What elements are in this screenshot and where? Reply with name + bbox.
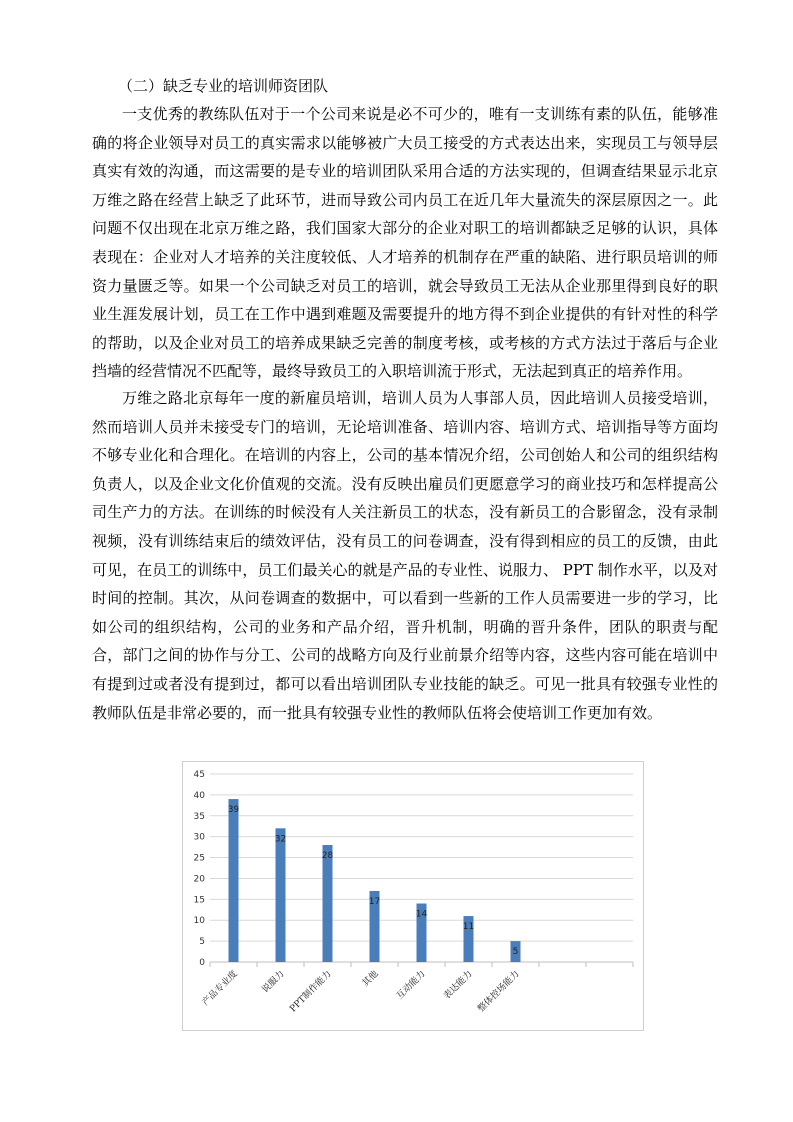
y-tick-label: 15 [193, 895, 205, 906]
bar-value-label: 39 [227, 805, 240, 816]
category-label: 说服力 [260, 969, 287, 996]
y-tick-label: 35 [193, 811, 205, 822]
bar-value-label: 5 [512, 947, 519, 958]
y-tick-label: 0 [199, 958, 205, 968]
y-tick-label: 40 [193, 790, 205, 801]
bar-value-label: 17 [368, 896, 381, 907]
bar-value-label: 11 [462, 922, 475, 933]
y-tick-label: 30 [193, 832, 205, 843]
bar [229, 799, 239, 962]
category-label: 其他 [360, 969, 381, 989]
section-heading: （二）缺乏专业的培训师资团队 [118, 77, 329, 95]
category-label: 互动能力 [395, 969, 428, 1002]
category-label: 整体控场能力 [476, 969, 522, 1015]
category-label: 产品专业度 [200, 969, 240, 1008]
y-tick-label: 20 [193, 874, 205, 885]
y-tick-label: 25 [193, 853, 205, 864]
bar-value-label: 14 [415, 909, 428, 920]
body-paragraph-2: 万维之路北京每年一度的新雇员培训，培训人员为人事部人员，因此培训人员接受培训，然而培训人员并未接受专门的培训，无论培训准备、培训内容、培训方式、培训指导等方面均不够专业化和合理化。在培训的内容上，公司的基本情况介绍，公司创始人和公司的组织结构负责人，以及企业文化价值观的交流。没有反映出雇员们更愿意学习的商业技巧和怎样提高公司生产力的方法。在训练的时候没有人关注新员工的状态，没有新员工的合影留念，没有录制视频，没有训练结束后的绩效评估，没有员工的问卷调查，没有得到相应的员工的反馈，由此可见，在员工的训练中，员工们最关心的就是产品的专业性、说服力、 PPT 制作水平，以及对时间的控制。其次，从问卷调查的数据中，可以看到一些新的工作人员需要进一步的学习，比如公司的组织结构，公司的业务和产品介绍，晋升机制，明确的晋升条件，团队的职责与配合，部门之间的协作与分工、公司的战略方向及行业前景介绍等内容，这些内容可能在培训中有提到过或者没有提到过，都可以看出培训团队专业技能的缺乏。可见一批具有较强专业性的教师队伍是非常必要的，而一批具有较强专业性的教师队伍将会使培训工作更加有效。 [92, 389, 718, 722]
y-tick-label: 10 [193, 916, 205, 927]
body-paragraph-1: 一支优秀的教练队伍对于一个公司来说是必不可少的，唯有一支训练有素的队伍，能够准确的将企业领导对员工的真实需求以能够被广大员工接受的方式表达出来，实现员工与领导层真实有效的沟通，而这需要的是专业的培训团队采用合适的方法实现的，但调查结果显示北京万维之路在经营上缺乏了此环节，进而导致公司内员工在近几年大量流失的深层原因之一。此问题不仅出现在北京万维之路，我们国家大部分的企业对职工的培训都缺乏足够的认识，具体表现在：企业对人才培养的关注度较低、人才培养的机制存在严重的缺陷、进行职员培训的师资力量匮乏等。如果一个公司缺乏对员工的培训，就会导致员工无法从企业那里得到良好的职业生涯发展计划，员工在工作中遇到难题及需要提升的地方得不到企业提供的有针对性的科学的帮助，以及企业对员工的培养成果缺乏完善的制度考核，或考核的方式方法过于落后与企业挡墙的经营情况不匹配等，最终导致员工的入职培训流于形式，无法起到真正的培养作用。 [92, 105, 718, 381]
y-tick-label: 45 [193, 770, 205, 780]
y-tick-label: 5 [199, 937, 205, 948]
category-label: PPT制作能力 [288, 969, 334, 1015]
category-label: 表达能力 [442, 969, 475, 1002]
bar-chart-canvas [183, 762, 643, 1030]
bar-chart [182, 761, 644, 1031]
bar [323, 845, 333, 962]
bar [276, 828, 286, 962]
bar-value-label: 28 [321, 851, 334, 862]
bar-value-label: 32 [274, 834, 287, 845]
